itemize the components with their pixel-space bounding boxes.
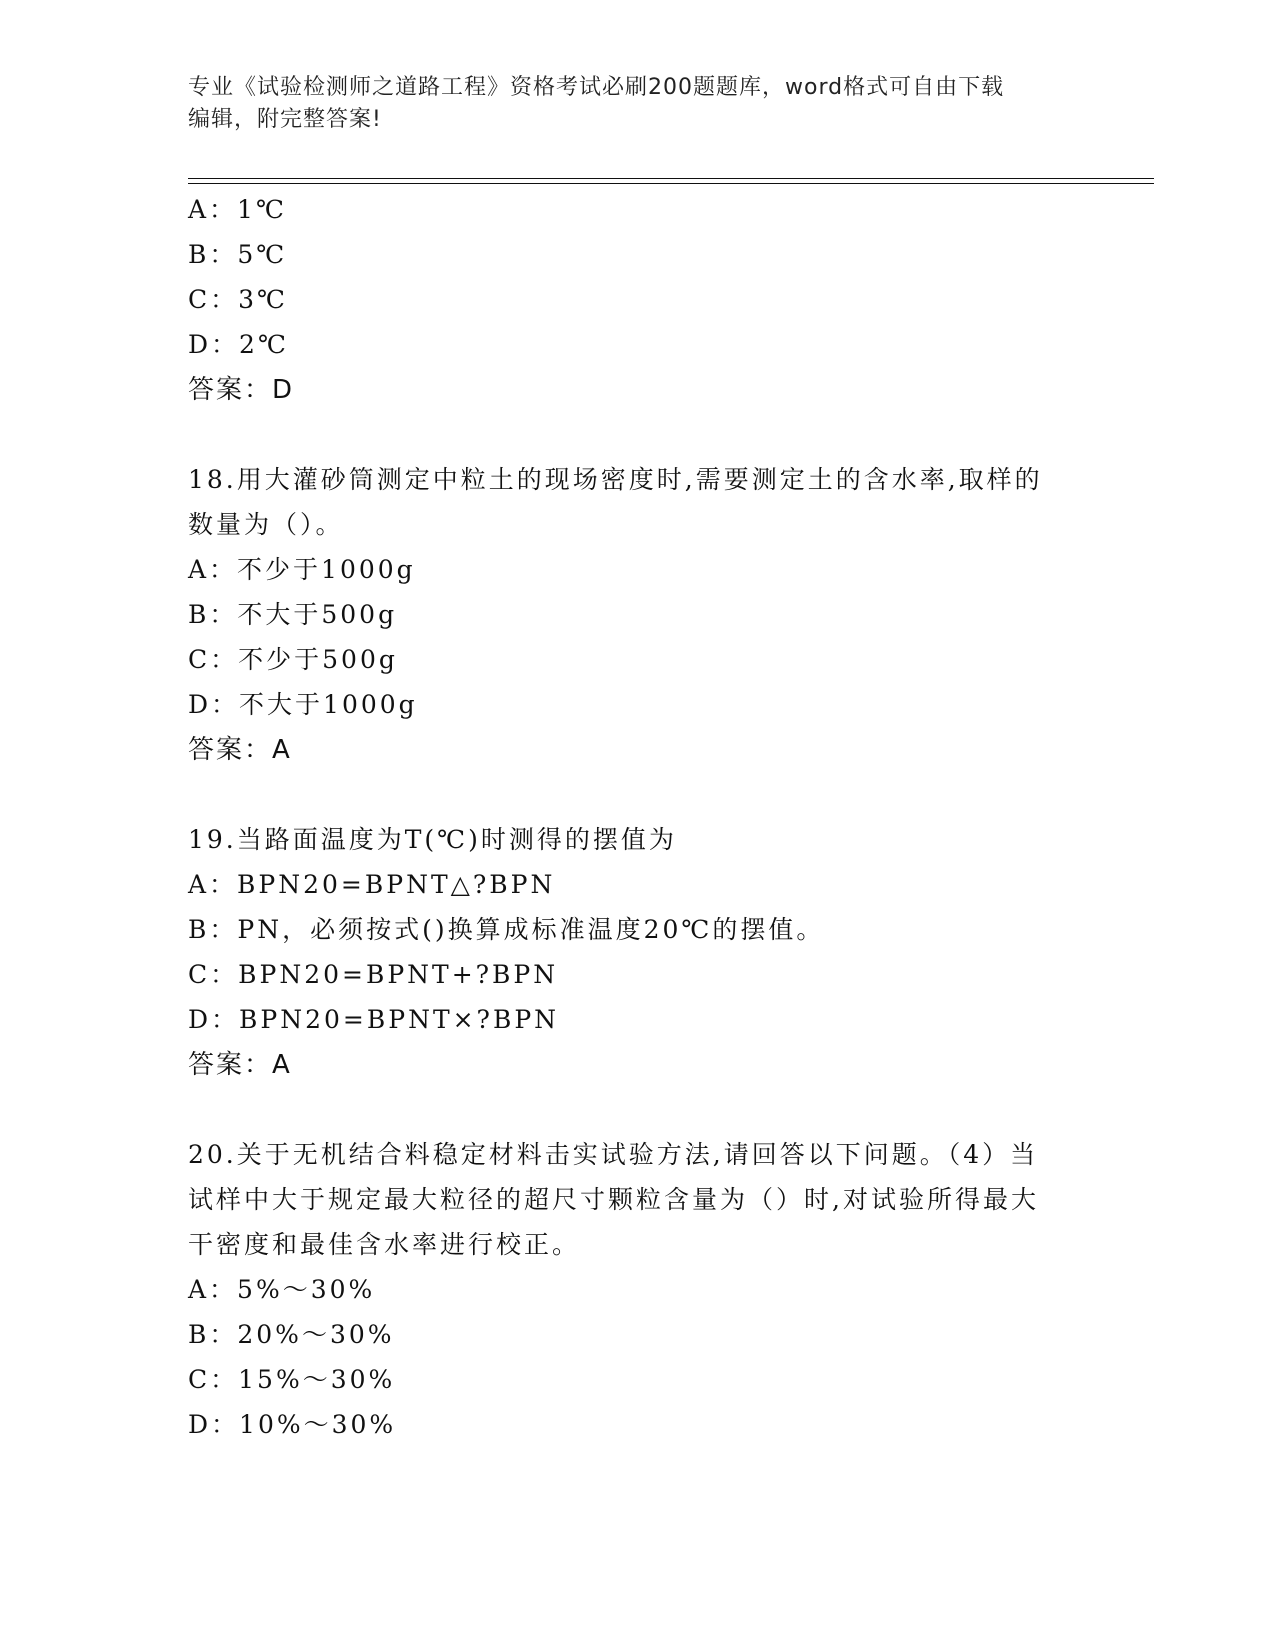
q18-stem-line-1: 18.用大灌砂筒测定中粒土的现场密度时,需要测定土的含水率,取样的 <box>188 465 1043 494</box>
q20-stem-line-1: 20.关于无机结合料稳定材料击实试验方法,请回答以下问题。（4）当 <box>188 1140 1039 1169</box>
q20-stem-line-3: 干密度和最佳含水率进行校正。 <box>188 1230 581 1259</box>
q18-answer: 答案：A <box>188 735 292 765</box>
header-divider-bottom <box>188 183 1154 184</box>
q18-stem-line-2: 数量为（）。 <box>188 510 344 539</box>
q19-stem-line-1: 19.当路面温度为T(℃)时测得的摆值为 <box>188 825 677 854</box>
header-line-2: 编辑，附完整答案! <box>188 107 382 132</box>
q20-option-b: B：20%～30% <box>188 1320 395 1349</box>
header-line-1: 专业《试验检测师之道路工程》资格考试必刷200题题库，word格式可自由下载 <box>188 75 1005 100</box>
q20-option-d: D：10%～30% <box>188 1410 397 1439</box>
q19-option-b: B：PN，必须按式()换算成标准温度20℃的摆值。 <box>188 915 825 944</box>
q20-option-c: C：15%～30% <box>188 1365 396 1394</box>
q20-option-a: A：5%～30% <box>188 1275 376 1304</box>
q17-option-d: D：2℃ <box>188 330 289 359</box>
q18-option-c: C：不少于500g <box>188 645 398 674</box>
q18-option-a: A：不少于1000g <box>188 555 416 584</box>
q17-answer: 答案：D <box>188 375 295 405</box>
q19-option-a: A：BPN20=BPNT△?BPN <box>188 870 556 899</box>
q20-stem-line-2: 试样中大于规定最大粒径的超尺寸颗粒含量为（）时,对试验所得最大 <box>188 1185 1039 1214</box>
header-divider-top <box>188 178 1154 179</box>
q19-option-c: C：BPN20=BPNT+?BPN <box>188 960 559 989</box>
q17-option-b: B：5℃ <box>188 240 288 269</box>
q18-option-d: D：不大于1000g <box>188 690 418 719</box>
q19-answer: 答案：A <box>188 1050 292 1080</box>
q17-option-a: A：1℃ <box>188 195 287 224</box>
document-header <box>188 72 1068 136</box>
q17-option-c: C：3℃ <box>188 285 289 314</box>
q18-option-b: B：不大于500g <box>188 600 398 629</box>
q19-option-d: D：BPN20=BPNT×?BPN <box>188 1005 560 1034</box>
